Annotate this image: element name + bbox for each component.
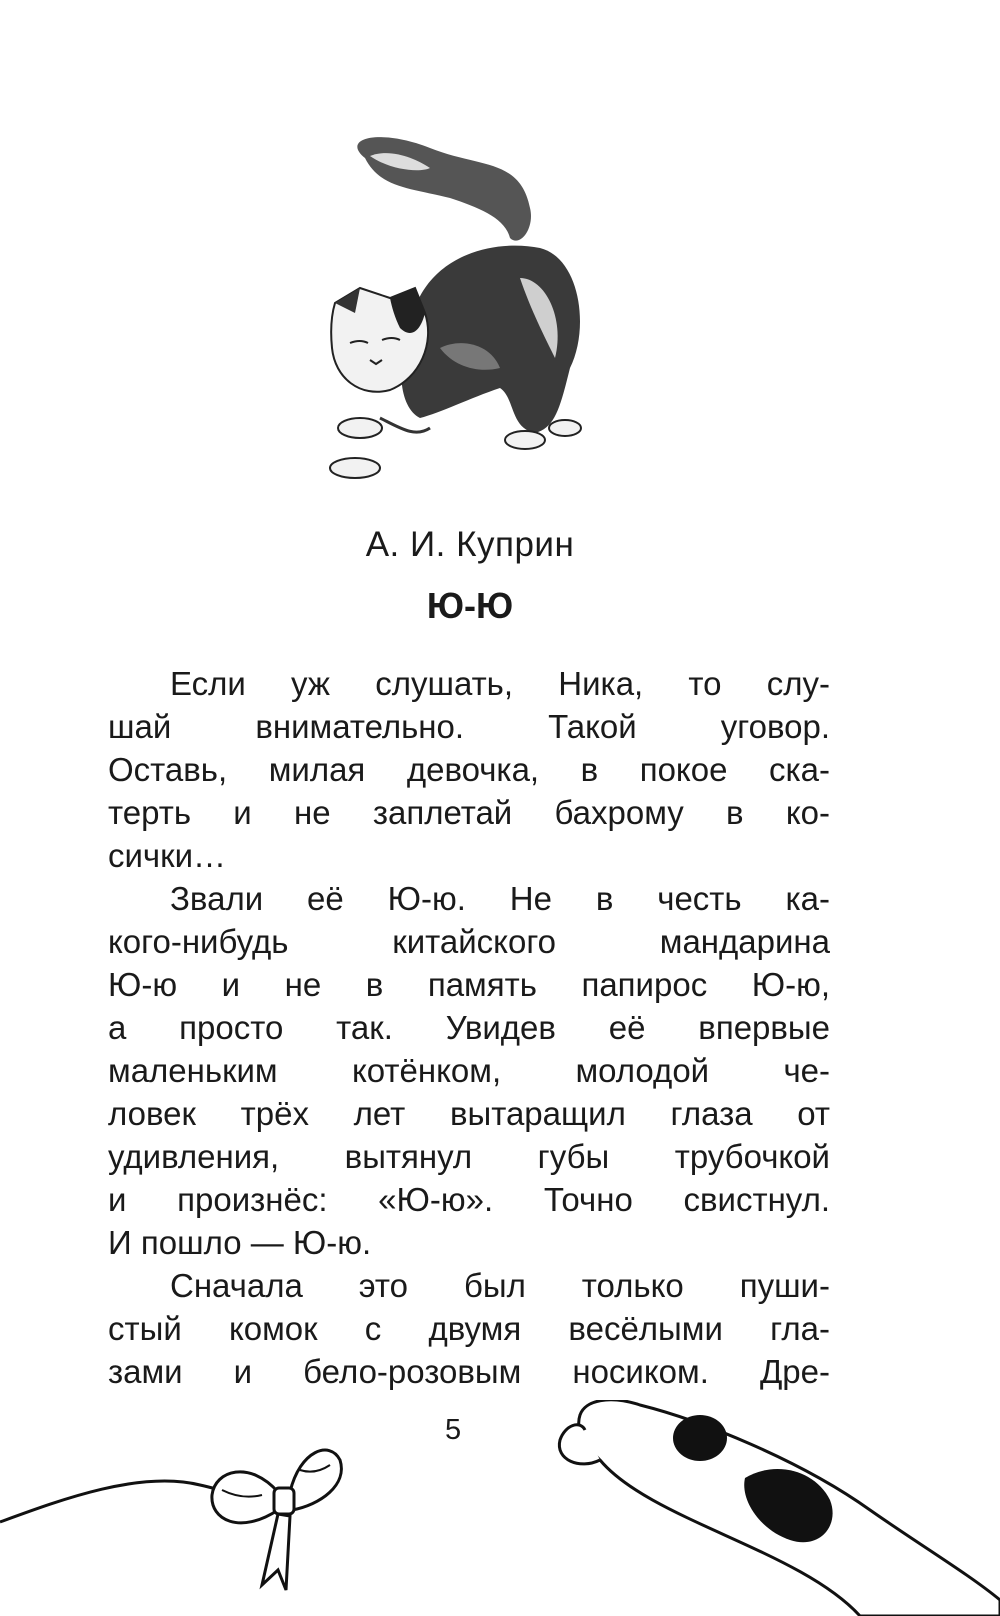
- text-line: терть и не заплетай бахрому в ко-: [108, 794, 830, 831]
- text-line: ловек трёх лет вытаращил глаза от: [108, 1095, 830, 1132]
- text-line: шай внимательно. Такой уговор.: [108, 708, 830, 745]
- spotted-cat-silhouette: [559, 1400, 1000, 1616]
- story-title: Ю-Ю: [426, 585, 514, 626]
- text-line: И пошло — Ю-ю.: [108, 1224, 372, 1261]
- text-line: Оставь, милая девочка, в покое ска-: [108, 751, 830, 788]
- text-line: Если уж слушать, Ника, то слу-: [170, 665, 830, 702]
- cat-illustration: [320, 128, 610, 498]
- text-line: сички…: [108, 837, 226, 874]
- page-number: 5: [445, 1414, 462, 1446]
- text-line: Сначала это был только пуши-: [170, 1267, 830, 1304]
- text-line: удивления, вытянул губы трубочкой: [108, 1138, 830, 1175]
- author-name: А. И. Куприн: [365, 525, 575, 564]
- text-line: стый комок с двумя весёлыми гла-: [108, 1310, 830, 1347]
- text-line: кого-нибудь китайского мандарина: [108, 923, 830, 960]
- text-line: Звали её Ю-ю. Не в честь ка-: [170, 880, 830, 917]
- text-line: зами и бело-розовым носиком. Дре-: [108, 1353, 830, 1390]
- footer-decoration: [0, 1400, 1000, 1616]
- text-line: Ю-ю и не в память папирос Ю-ю,: [108, 966, 830, 1003]
- story-text: [108, 662, 830, 1393]
- text-line: маленьким котёнком, молодой че-: [108, 1052, 830, 1089]
- text-line: а просто так. Увидев её впервые: [108, 1009, 830, 1046]
- text-line: и произнёс: «Ю-ю». Точно свистнул.: [108, 1181, 830, 1218]
- bow-ribbon-icon: [212, 1450, 341, 1590]
